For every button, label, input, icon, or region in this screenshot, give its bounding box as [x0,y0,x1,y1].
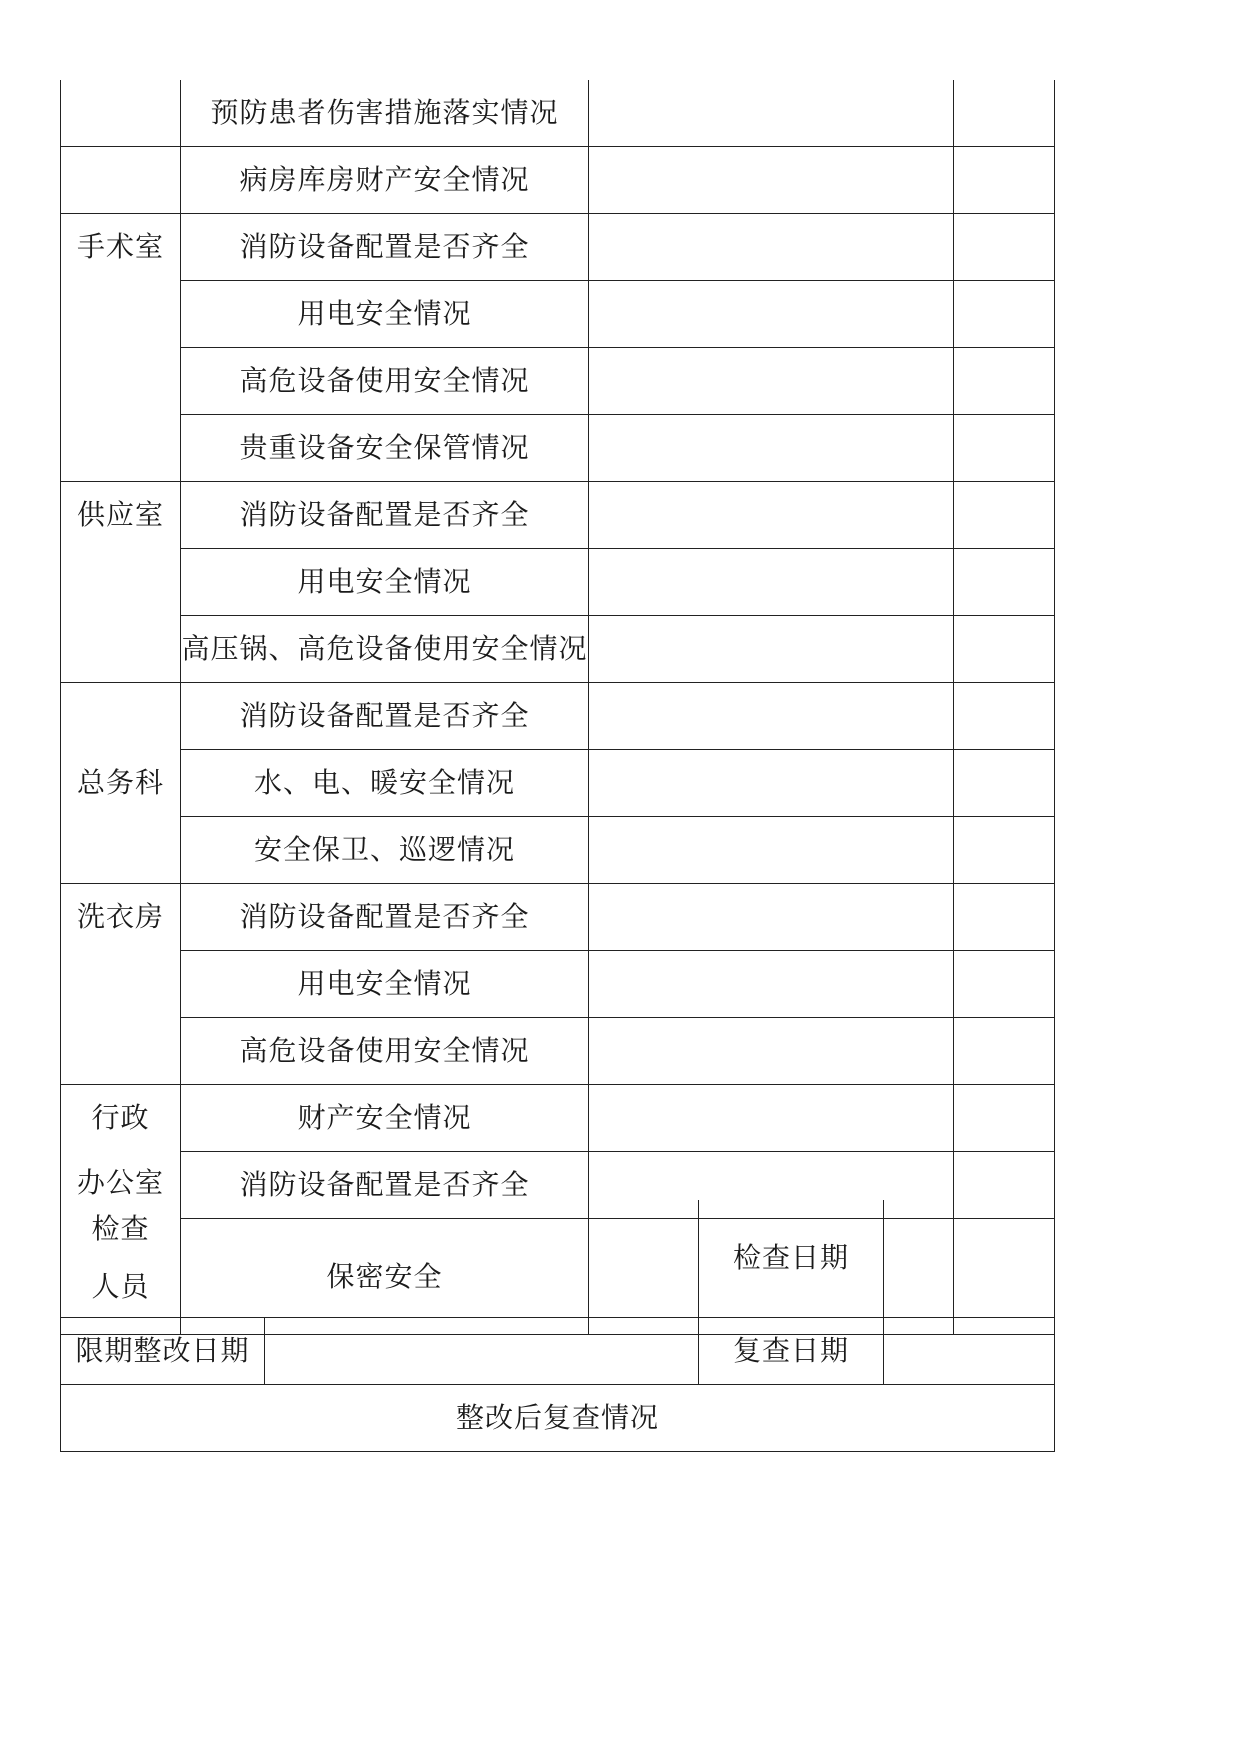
result-cell[interactable] [589,616,954,683]
remark-cell[interactable] [954,348,1055,415]
remark-cell[interactable] [954,281,1055,348]
check-item: 用电安全情况 [181,281,589,348]
result-cell[interactable] [589,1085,954,1152]
check-item: 用电安全情况 [181,549,589,616]
remark-cell[interactable] [954,951,1055,1018]
remark-cell[interactable] [954,214,1055,281]
table-row [61,1085,1055,1152]
result-cell[interactable] [589,348,954,415]
remark-cell[interactable] [954,1018,1055,1085]
result-cell[interactable] [589,750,954,817]
signoff-table [60,1200,1055,1452]
check-item: 消防设备配置是否齐全 [181,482,589,549]
check-date-field[interactable] [884,1200,1055,1317]
check-item: 高危设备使用安全情况 [181,1018,589,1085]
area-label-line: 行政 [91,1101,150,1134]
result-cell[interactable] [589,1018,954,1085]
table-row [61,1200,1055,1317]
remark-cell[interactable] [954,683,1055,750]
result-cell[interactable] [589,281,954,348]
check-item: 消防设备配置是否齐全 [181,683,589,750]
area-label-laundry: 洗衣房 [61,884,181,1085]
check-item: 用电安全情况 [181,951,589,1018]
check-item: 消防设备配置是否齐全 [181,1152,589,1219]
remark-cell[interactable] [954,884,1055,951]
table-row [61,80,1055,147]
area-label-supply: 供应室 [61,482,181,683]
inspector-label-line: 人员 [91,1270,150,1304]
remark-cell[interactable] [954,415,1055,482]
table-row [61,1384,1055,1451]
result-cell[interactable] [589,415,954,482]
table-row [61,683,1055,750]
recheck-date-field[interactable] [884,1317,1055,1384]
deadline-field[interactable] [265,1317,699,1384]
table-row [61,1317,1055,1384]
result-cell[interactable] [589,80,954,147]
remark-cell[interactable] [954,80,1055,147]
check-item: 保密安全 [181,1219,589,1335]
table-row [61,817,1055,884]
table-row [61,147,1055,214]
result-cell[interactable] [589,951,954,1018]
remark-cell[interactable] [954,1085,1055,1152]
table-row [61,750,1055,817]
result-cell[interactable] [589,549,954,616]
area-cell [61,147,181,214]
area-label-general-affairs: 总务科 [61,683,181,884]
remark-cell[interactable] [954,147,1055,214]
check-item: 安全保卫、巡逻情况 [181,817,589,884]
area-label-surgery: 手术室 [61,214,181,482]
inspection-table [60,80,1055,1335]
check-item: 财产安全情况 [181,1085,589,1152]
check-item: 高危设备使用安全情况 [181,348,589,415]
area-cell [61,80,181,147]
remark-cell[interactable] [954,616,1055,683]
result-cell[interactable] [589,214,954,281]
check-item: 病房库房财产安全情况 [181,147,589,214]
table-row [61,281,1055,348]
result-cell[interactable] [589,817,954,884]
check-item: 消防设备配置是否齐全 [181,884,589,951]
check-date-label: 检查日期 [699,1200,884,1317]
result-cell[interactable] [589,147,954,214]
table-row [61,884,1055,951]
result-cell[interactable] [589,683,954,750]
table-row [61,951,1055,1018]
area-label-line: 办公室 [76,1166,164,1199]
remark-cell[interactable] [954,817,1055,884]
check-item: 预防患者伤害措施落实情况 [181,80,589,147]
check-item: 贵重设备安全保管情况 [181,415,589,482]
recheck-date-label: 复查日期 [699,1317,884,1384]
after-fix-heading: 整改后复查情况 [61,1384,1055,1451]
deadline-label: 限期整改日期 [61,1317,265,1384]
remark-cell[interactable] [954,482,1055,549]
result-cell[interactable] [589,884,954,951]
check-item: 水、电、暖安全情况 [181,750,589,817]
table-row [61,348,1055,415]
remark-cell[interactable] [954,549,1055,616]
table-row [61,415,1055,482]
inspector-label [61,1200,181,1317]
check-item: 消防设备配置是否齐全 [181,214,589,281]
check-item: 高压锅、高危设备使用安全情况 [181,616,589,683]
table-row [61,549,1055,616]
remark-cell[interactable] [954,750,1055,817]
table-row [61,616,1055,683]
result-cell[interactable] [589,482,954,549]
table-row [61,482,1055,549]
table-row [61,214,1055,281]
inspector-label-line: 检查 [91,1212,150,1246]
inspector-field[interactable] [181,1200,699,1317]
table-row [61,1018,1055,1085]
